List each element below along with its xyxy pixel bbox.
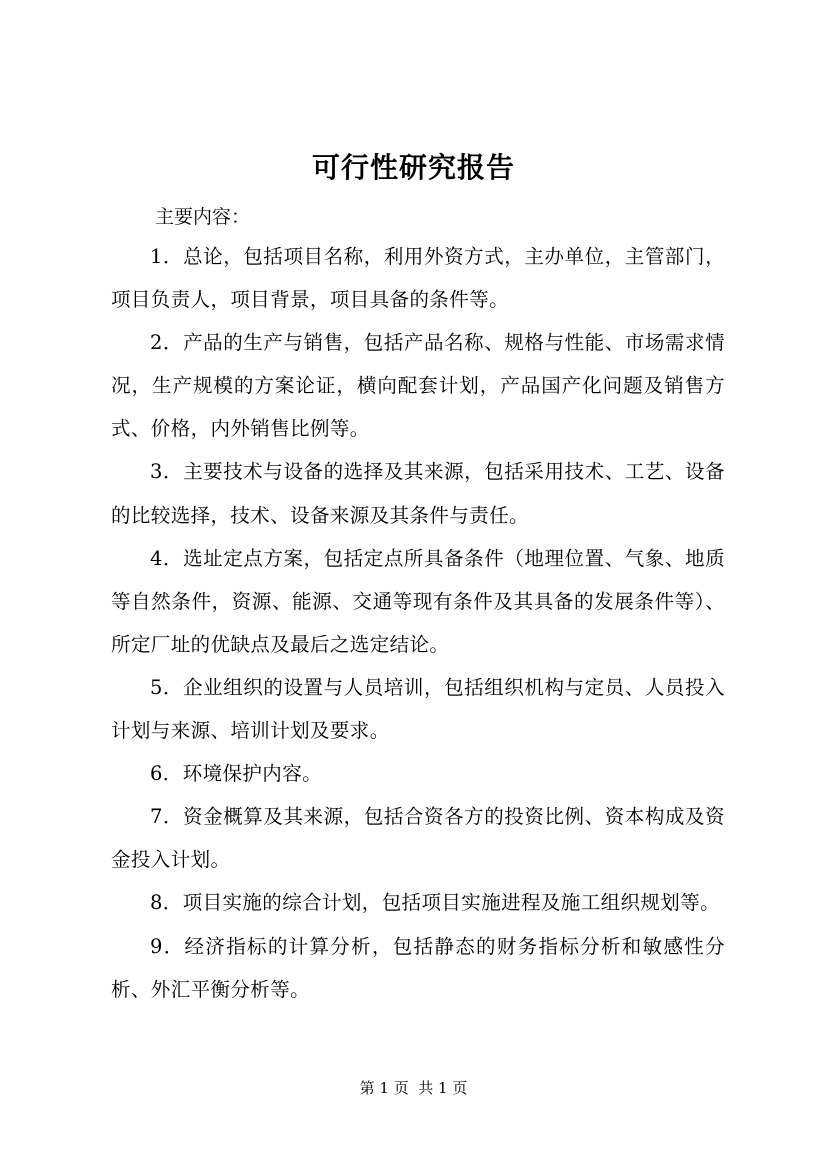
paragraph-item-4: 4．选址定点方案，包括定点所具备条件（地理位置、气象、地质等自然条件，资源、能源、交通等现有条件及其具备的发展条件等）、所定厂址的优缺点及最后之选定结论。 xyxy=(111,546,725,656)
document-body xyxy=(111,235,725,1011)
intro-heading: 主要内容： xyxy=(155,206,251,228)
paragraph-item-7: 7．资金概算及其来源，包括合资各方的投资比例、资本构成及资金投入计划。 xyxy=(111,805,725,872)
paragraph-item-2: 2．产品的生产与销售，包括产品名称、规格与性能、市场需求情况，生产规模的方案论证，横向配套计划，产品国产化问题及销售方式、价格，内外销售比例等。 xyxy=(111,331,725,441)
paragraph-item-6: 6．环境保护内容。 xyxy=(150,762,323,786)
page-footer: 第 1 页 共 1 页 xyxy=(359,1079,468,1097)
paragraph-item-8: 8．项目实施的综合计划，包括项目实施进程及施工组织规划等。 xyxy=(150,891,721,915)
document-title: 可行性研究报告 xyxy=(311,151,515,184)
paragraph-item-3: 3．主要技术与设备的选择及其来源，包括采用技术、工艺、设备的比较选择，技术、设备来源及其条件与责任。 xyxy=(111,460,725,527)
paragraph-item-5: 5．企业组织的设置与人员培训，包括组织机构与定员、人员投入计划与来源、培训计划及要求。 xyxy=(111,675,725,743)
paragraph-item-9: 9．经济指标的计算分析，包括静态的财务指标分析和敏感性分析、外汇平衡分析等。 xyxy=(111,934,725,1001)
paragraph-item-1: 1．总论，包括项目名称，利用外资方式，主办单位，主管部门，项目负责人，项目背景，项目具备的条件等。 xyxy=(111,245,725,312)
